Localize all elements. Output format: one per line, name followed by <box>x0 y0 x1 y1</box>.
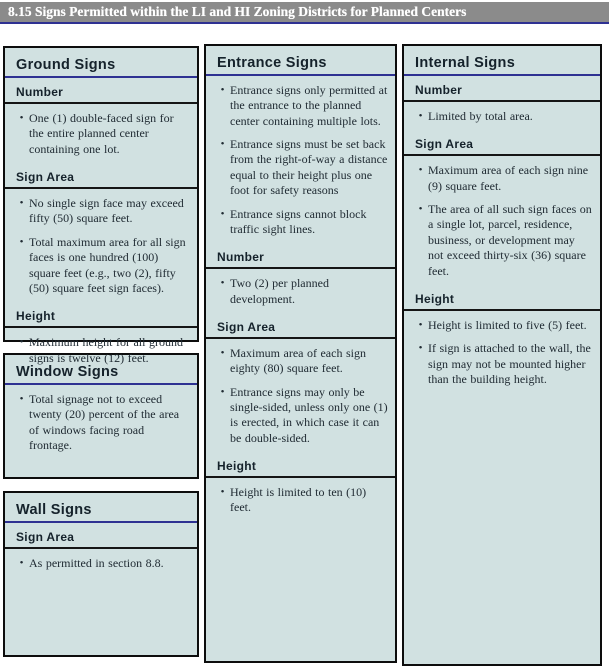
bullet-text: The area of all such sign faces on a single lot, parcel, residence, business, or development may not exceed thirty-six (36) square feet. <box>428 202 592 278</box>
bullet-marker-icon: • <box>19 393 24 405</box>
list-item <box>215 207 388 238</box>
list-item <box>14 196 190 227</box>
section-heading-height: Height <box>404 287 600 311</box>
section-heading-number: Number <box>206 245 395 269</box>
bullet-list <box>206 346 395 446</box>
section-header-bar <box>0 2 609 24</box>
bullet-marker-icon: • <box>418 342 423 355</box>
bullet-text: One (1) double-faced sign for the entire planned center containing one lot. <box>29 111 174 156</box>
bullet-marker-icon: • <box>220 486 225 499</box>
box-title: Window Signs <box>5 355 197 385</box>
bullet-text: Maximum area of each sign nine (9) square feet. <box>428 163 589 193</box>
bullet-text: Entrance signs must be set back from the right-of-way a distance equal to their height plus one foot for safety reasons <box>230 137 388 198</box>
bullet-marker-icon: • <box>418 110 423 122</box>
bullet-marker-icon: • <box>220 346 225 359</box>
box-entrance-signs <box>204 44 397 663</box>
bullet-marker-icon: • <box>418 203 423 216</box>
bullet-text: Height is limited to five (5) feet. <box>428 317 587 332</box>
bullet-marker-icon: • <box>220 277 225 290</box>
box-title: Entrance Signs <box>206 46 395 76</box>
bullet-text: Limited by total area. <box>428 109 533 123</box>
bullet-list <box>404 163 600 279</box>
bullet-text: Maximum area of each sign eighty (80) square feet. <box>230 345 366 376</box>
list-item <box>14 392 190 453</box>
bullet-list <box>5 196 197 296</box>
section-heading-sign-area: Sign Area <box>206 315 395 339</box>
list-item <box>215 385 388 446</box>
list-item <box>215 137 388 198</box>
section-heading-sign-area: Sign Area <box>404 132 600 156</box>
bullet-marker-icon: • <box>19 235 24 248</box>
bullet-marker-icon: • <box>19 557 24 569</box>
bullet-marker-icon: • <box>220 385 225 398</box>
section-heading-number: Number <box>5 80 197 104</box>
bullet-text: Two (2) per planned development. <box>230 276 329 306</box>
bullet-text: Total signage not to exceed twenty (20) percent of the area of windows facing road frontage. <box>29 392 180 453</box>
bullet-text: Height is limited to ten (10) feet. <box>230 485 367 515</box>
bullet-marker-icon: • <box>19 197 24 210</box>
bullet-list <box>5 556 197 571</box>
bullet-marker-icon: • <box>19 112 24 124</box>
bullet-marker-icon: • <box>418 318 423 331</box>
bullet-text: If sign is attached to the wall, the sign may not be mounted higher than the building height. <box>428 341 591 386</box>
bullet-list <box>5 392 197 453</box>
list-item <box>14 335 190 366</box>
list-item <box>413 318 593 333</box>
box-title: Wall Signs <box>5 493 197 523</box>
bullet-list <box>206 276 395 307</box>
bullet-list <box>5 111 197 157</box>
section-heading-sign-area: Sign Area <box>5 165 197 189</box>
list-item <box>413 202 593 279</box>
list-item <box>413 109 593 124</box>
section-heading-number: Number <box>404 78 600 102</box>
list-item <box>215 485 388 516</box>
page-title: 8.15 Signs Permitted within the LI and HI Zoning Districts for Planned Centers <box>8 4 467 19</box>
box-title: Internal Signs <box>404 46 600 76</box>
bullet-text: As permitted in section 8.8. <box>29 556 164 570</box>
list-item <box>215 346 388 377</box>
box-internal-signs <box>402 44 602 666</box>
section-heading-height: Height <box>5 304 197 328</box>
bullet-marker-icon: • <box>220 207 225 220</box>
column-right <box>402 44 602 666</box>
bullet-marker-icon: • <box>220 138 225 151</box>
bullet-list <box>404 109 600 124</box>
bullet-text: Entrance signs may only be single-sided, unless only one (1) is erected, in which case it can be double-sided. <box>230 384 388 445</box>
bullet-marker-icon: • <box>418 164 423 177</box>
bullet-text: Entrance signs only permitted at the entrance to the planned center containing multiple lots. <box>230 83 388 128</box>
column-middle <box>204 44 397 663</box>
bullet-list <box>206 485 395 516</box>
list-item <box>413 341 593 387</box>
list-item <box>215 276 388 307</box>
bullet-text: Total maximum area for all sign faces is one hundred (100) square feet (e.g., two (2), fifty (50) square feet sign faces). <box>29 234 186 295</box>
bullet-list <box>5 335 197 366</box>
bullet-text: Maximum height for all ground signs is twelve (12) feet. <box>29 335 183 365</box>
bullet-list <box>206 83 395 237</box>
bullet-text: Entrance signs cannot block traffic sight lines. <box>230 206 367 236</box>
section-heading-sign-area: Sign Area <box>5 525 197 549</box>
list-item <box>215 83 388 129</box>
bullet-marker-icon: • <box>220 84 225 96</box>
box-window-signs <box>3 353 199 479</box>
box-wall-signs <box>3 491 199 657</box>
list-item <box>14 111 190 157</box>
bullet-marker-icon: • <box>19 336 24 349</box>
list-item <box>14 556 190 571</box>
section-heading-height: Height <box>206 454 395 478</box>
list-item <box>14 235 190 296</box>
bullet-text: No single sign face may exceed fifty (50) square feet. <box>29 196 184 226</box>
bullet-list <box>404 318 600 387</box>
box-ground-signs <box>3 46 199 365</box>
box-title: Ground Signs <box>5 48 197 78</box>
list-item <box>413 163 593 194</box>
column-left <box>3 46 199 657</box>
